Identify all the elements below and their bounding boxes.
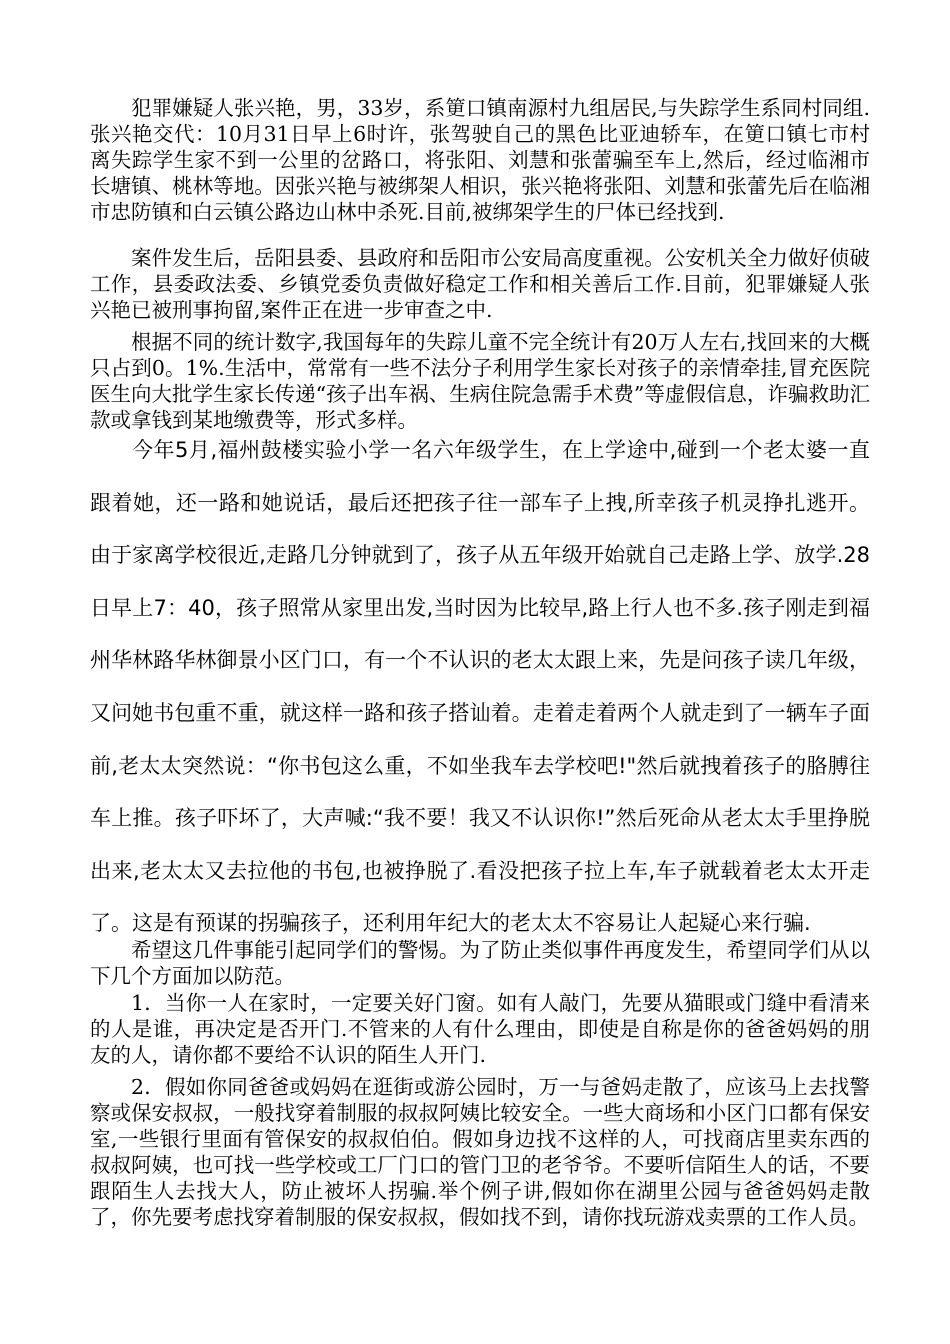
paragraph-suspect-confession: 犯罪嫌疑人张兴艳，男，33岁，系筻口镇南源村九组居民,与失踪学生系同村同组.张兴艳交代：10月31日早上6时许，张驾驶自己的黑色比亚迪轿车，在筻口镇七市村离失踪学生家不到一公里的岔路口，将张阳、刘慧和张蕾骗至车上,然后，经过临湘市长塘镇、桃林等地。因张兴艳与被绑架人相识，张兴艳将张阳、刘慧和张蕾先后在临湘市忠防镇和白云镇公路边山林中杀死.目前,被绑架学生的尸体已经找到. <box>90 96 870 224</box>
paragraph-tip-2: 2．假如你同爸爸或妈妈在逛街或游公园时，万一与爸妈走散了，应该马上去找警察或保安叔叔，一般找穿着制服的叔叔阿姨比较安全。一些大商场和小区门口都有保安室,一些银行里面有管保安的叔叔伯伯。假如身边找不这样的人，可找商店里卖东西的叔叔阿姨，也可找一些学校或工厂门口的管门卫的老爷爷。不要听信陌生人的话，不要跟陌生人去找大人，防止被坏人拐骗.举个例子讲,假如你在湖里公园与爸爸妈妈走散了，你先要考虑找穿着制服的保安叔叔，假如找不到，请你找玩游戏卖票的工作人员。 <box>90 1075 870 1229</box>
paragraph-missing-children-statistics: 根据不同的统计数字,我国每年的失踪儿童不完全统计有20万人左右,找回来的大概只占到0。1%.生活中，常常有一些不法分子利用学生家长对孩子的亲情牵挂,冒充医院医生向大批学生家长传递“孩子出车祸、生病住院急需手术费”等虚假信息，诈骗救助汇款或拿钱到某地缴费等，形式多样。 <box>90 330 870 432</box>
paragraph-case-followup: 案件发生后，岳阳县委、县政府和岳阳市公安局高度重视。公安机关全力做好侦破工作，县委政法委、乡镇党委负责做好稳定工作和相关善后工作.目前，犯罪嫌疑人张兴艳已被刑事拘留,案件正在进一步审查之中. <box>90 246 870 322</box>
paragraph-tip-1: 1．当你一人在家时，一定要关好门窗。如有人敲门，先要从猫眼或门缝中看清来的人是谁，再决定是否开门.不管来的人有什么理由，即使是自称是你的爸爸妈妈的朋友的人，请你都不要给不认识的陌生人开门. <box>90 991 870 1067</box>
paragraph-fuzhou-incident: 今年5月,福州鼓楼实验小学一名六年级学生，在上学途中,碰到一个老太婆一直跟着她，还一路和她说话，最后还把孩子往一部车子上拽,所幸孩子机灵挣扎逃开。由于家离学校很近,走路几分钟就到了，孩子从五年级开始就自己走路上学、放学.28日早上7：40，孩子照常从家里出发,当时因为比较早,路上行人也不多.孩子刚走到福州华林路华林御景小区门口，有一个不认识的老太太跟上来，先是问孩子读几年级，又问她书包重不重，就这样一路和孩子搭讪着。走着走着两个人就走到了一辆车子面前,老太太突然说：“你书包这么重，不如坐我车去学校吧!"然后就拽着孩子的胳膊往车上推。孩子吓坏了，大声喊:“我不要！我又不认识你!”然后死命从老太太手里挣脱出来,老太太又去拉他的书包,也被挣脱了.看没把孩子拉上车,车子就载着老太太开走了。这是有预谋的拐骗孩子，还利用年纪大的老太太不容易让人起疑心来行骗. <box>90 438 870 936</box>
paragraph-safety-intro: 希望这几件事能引起同学们的警惕。为了防止类似事件再度发生，希望同学们从以下几个方面加以防范。 <box>90 938 870 988</box>
